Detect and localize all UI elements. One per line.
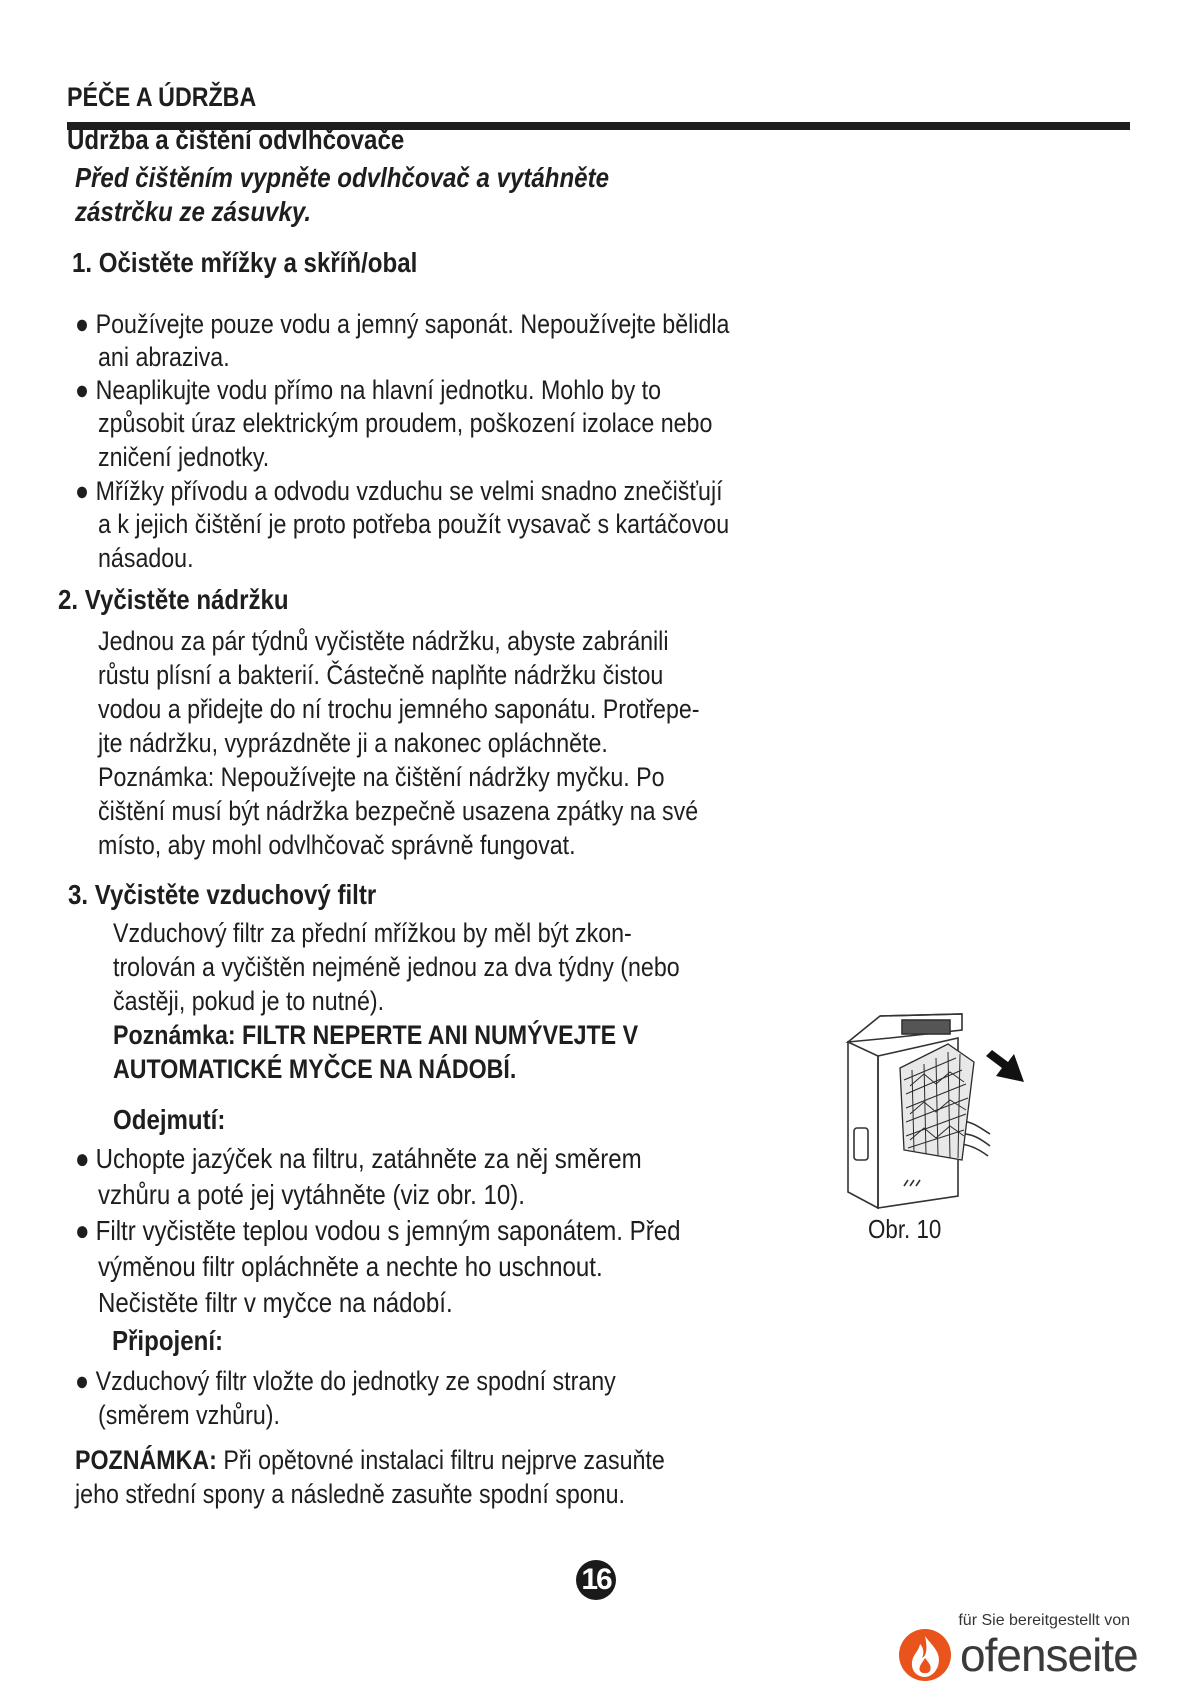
s2-title: 2. Vyčistěte nádržku <box>58 584 289 615</box>
page-number: 16 <box>576 1560 616 1600</box>
list-item: ● Mřížky přívodu a odvodu vzduchu se velmi snadno znečišťují <box>75 476 723 506</box>
list-item: ● Uchopte jazýček na filtru, zatáhněte za něj směrem <box>75 1143 642 1174</box>
s3-note-line: AUTOMATICKÉ MYČCE NA NÁDOBÍ. <box>113 1054 517 1084</box>
s2-line: vodou a přidejte do ní trochu jemného saponátu. Protřepe- <box>98 694 700 724</box>
list-item-cont: ani abraziva. <box>98 342 230 372</box>
list-item-cont: (směrem vzhůru). <box>98 1400 280 1430</box>
list-item: ● Neaplikujte vodu přímo na hlavní jednotku. Mohlo by to <box>75 375 661 405</box>
brand-name: ofenseite <box>960 1629 1138 1681</box>
figure-caption: Obr. 10 <box>868 1214 942 1244</box>
s3-line: Vzduchový filtr za přední mřížkou by měl být zkon- <box>113 918 632 948</box>
s3-note-line: Poznámka: FILTR NEPERTE ANI NUMÝVEJTE V <box>113 1020 639 1050</box>
dehumidifier-illustration <box>840 1010 1030 1215</box>
list-item: ● Filtr vyčistěte teplou vodou s jemným saponátem. Před <box>75 1215 681 1246</box>
s3-title: 3. Vyčistěte vzduchový filtr <box>68 879 377 910</box>
warning-line-2: zástrčku ze zásuvky. <box>75 196 312 227</box>
s2-line: Poznámka: Nepoužívejte na čištění nádržky myčku. Po <box>98 762 665 792</box>
removal-title: Odejmutí: <box>113 1104 226 1135</box>
section-title: Údržba a čištění odvlhčovače <box>67 124 405 155</box>
list-item: ● Vzduchový filtr vložte do jednotky ze spodní strany <box>75 1366 616 1396</box>
list-item-cont: způsobit úraz elektrickým proudem, poškození izolace nebo <box>98 408 713 438</box>
page-header: PÉČE A ÚDRŽBA <box>67 82 257 112</box>
footer-credit: für Sie bereitgestellt von <box>958 1612 1130 1629</box>
s2-line: jte nádržku, vyprázdněte ji a nakonec opláchněte. <box>98 728 608 758</box>
s1-title: 1. Očistěte mřížky a skříň/obal <box>72 247 418 278</box>
list-item-cont: výměnou filtr opláchněte a nechte ho uschnout. <box>98 1251 603 1282</box>
s2-line: Jednou za pár týdnů vyčistěte nádržku, abyste zabránili <box>98 626 669 656</box>
list-item-cont: Nečistěte filtr v myčce na nádobí. <box>98 1287 453 1318</box>
final-note: POZNÁMKA: Při opětovné instalaci filtru nejprve zasuňte <box>75 1445 665 1475</box>
list-item-cont: zničení jednotky. <box>98 442 270 472</box>
list-item-cont: a k jejich čištění je proto potřeba použít vysavač s kartáčovou <box>98 509 730 539</box>
warning-line-1: Před čištěním vypněte odvlhčovač a vytáhněte <box>75 162 609 193</box>
s3-line: trolován a vyčištěn nejméně jednou za dva týdny (nebo <box>113 952 680 982</box>
list-item: ● Používejte pouze vodu a jemný saponát. Nepoužívejte bělidla <box>75 309 730 339</box>
list-item-cont: násadou. <box>98 543 194 573</box>
s2-line: místo, aby mohl odvlhčovač správně fungovat. <box>98 830 576 860</box>
flame-logo-icon <box>896 1626 956 1682</box>
list-item-cont: vzhůru a poté jej vytáhněte (viz obr. 10). <box>98 1179 525 1210</box>
s2-line: čištění musí být nádržka bezpečně usazena zpátky na své <box>98 796 699 826</box>
s3-line: častěji, pokud je to nutné). <box>113 986 385 1016</box>
attach-title: Připojení: <box>112 1325 224 1356</box>
final-note-line-2: jeho střední spony a následně zasuňte spodní sponu. <box>75 1479 625 1509</box>
s2-line: růstu plísní a bakterií. Částečně naplňte nádržku čistou <box>98 660 664 690</box>
